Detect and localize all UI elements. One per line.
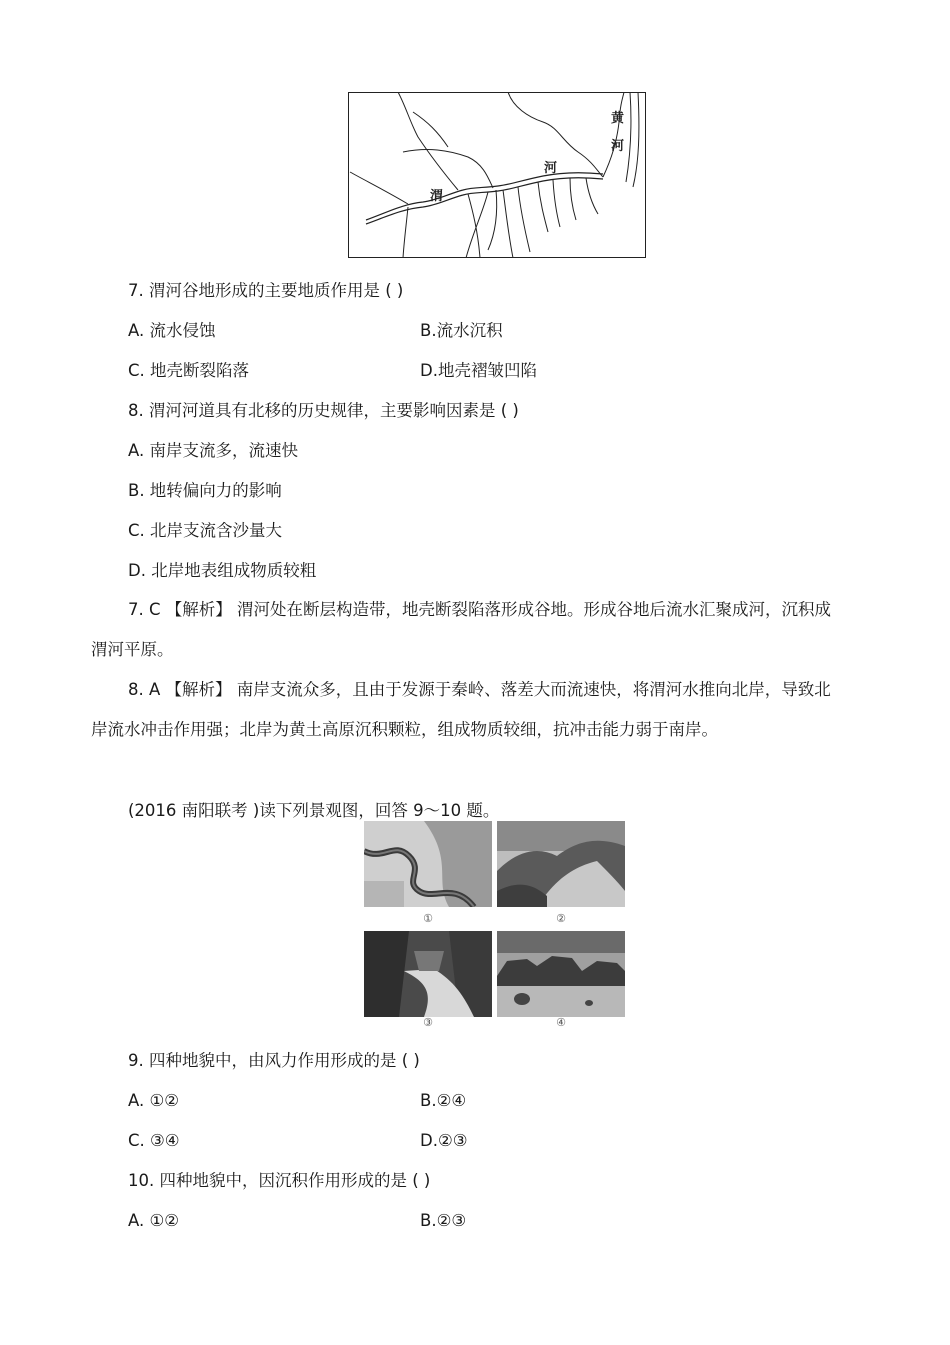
q10-option-b[interactable]: B.②③ (420, 1211, 467, 1230)
intro-text: (2016 南阳联考 )读下列景观图，回答 9～10 题。 (128, 801, 500, 820)
q8-option-d[interactable]: D. 北岸地表组成物质较粗 (128, 561, 317, 580)
photo-3-caption: ③ (423, 1016, 433, 1029)
map-label-he: 河 (544, 161, 558, 176)
q9-option-b[interactable]: B.②④ (420, 1091, 467, 1110)
q9-option-a[interactable]: A. ①② (128, 1091, 180, 1110)
q8-stem: 8. 渭河河道具有北移的历史规律，主要影响因素是 ( ) (128, 401, 519, 420)
photo-3-gorge-stream (364, 931, 492, 1017)
q7-option-d[interactable]: D.地壳褶皱凹陷 (420, 361, 537, 380)
photo-1-meander (364, 821, 492, 907)
weihe-river-map (348, 92, 646, 258)
photo-1-caption: ① (423, 912, 433, 925)
map-label-he2: 河 (611, 139, 625, 154)
photo-4-caption: ④ (556, 1016, 566, 1029)
q8-option-a[interactable]: A. 南岸支流多，流速快 (128, 441, 298, 460)
q10-stem: 10. 四种地貌中，因沉积作用形成的是 ( ) (128, 1171, 431, 1190)
map-label-wei: 渭 (430, 189, 444, 204)
q8-option-b[interactable]: B. 地转偏向力的影响 (128, 481, 282, 500)
q7-option-c[interactable]: C. 地壳断裂陷落 (128, 361, 250, 380)
q8-option-c[interactable]: C. 北岸支流含沙量大 (128, 521, 283, 540)
photo-2-caption: ② (556, 912, 566, 925)
map-label-huang: 黄 (611, 111, 625, 126)
q9-option-c[interactable]: C. ③④ (128, 1131, 180, 1150)
answer-8: 8. A 【解析】 南岸支流众多，且由于发源于秦岭、落差大而流速快，将渭河水推向北岸，导致北岸流水冲击作用强；北岸为黄土高原沉积颗粒，组成物质较细，抗冲击能力弱于南岸。 (91, 680, 831, 739)
photo-4-yardang (497, 931, 625, 1017)
q10-option-a[interactable]: A. ①② (128, 1211, 180, 1230)
photo-2-dunes (497, 821, 625, 907)
answer-7: 7. C 【解析】 渭河处在断层构造带，地壳断裂陷落形成谷地。形成谷地后流水汇聚成河，沉积成渭河平原。 (91, 600, 831, 659)
q9-stem: 9. 四种地貌中，由风力作用形成的是 ( ) (128, 1051, 420, 1070)
q7-option-b[interactable]: B.流水沉积 (420, 321, 503, 340)
q7-stem: 7. 渭河谷地形成的主要地质作用是 ( ) (128, 281, 404, 300)
q7-option-a[interactable]: A. 流水侵蚀 (128, 321, 216, 340)
q9-option-d[interactable]: D.②③ (420, 1131, 468, 1150)
